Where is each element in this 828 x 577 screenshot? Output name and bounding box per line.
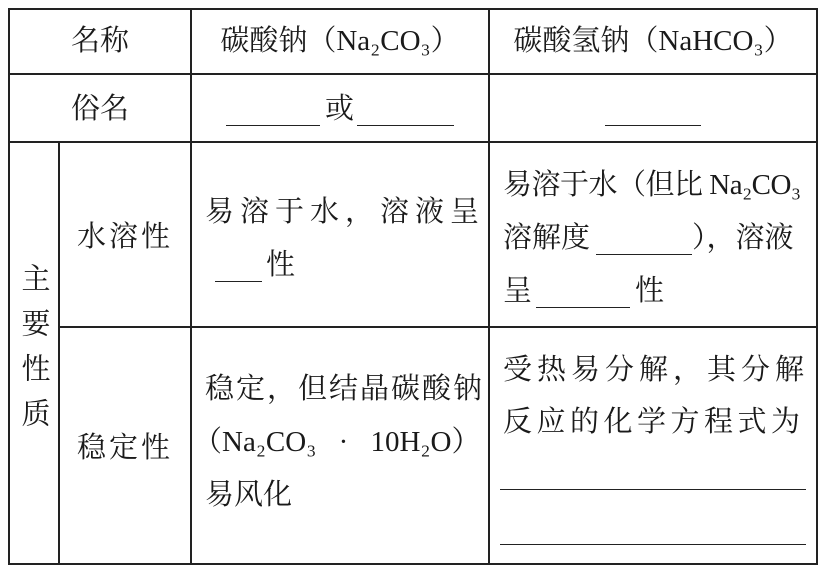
text-line: 反应的化学方程式为 [503,406,805,438]
text-line: 受热易分解，其分解 [503,354,810,386]
answer-blank [596,225,692,255]
text-line: 易溶于水，溶液呈 [205,196,486,228]
text-line: 易溶于水（但比 Na₂CO₃ [503,169,801,201]
solubility-nahco3 [490,143,818,328]
text-fragment: 溶解度 [503,222,591,254]
solubility-label-cell [60,143,192,328]
stability-nahco3 [490,328,818,565]
text-fragment: ），溶液 [692,222,794,254]
text-line: （Na₂CO₃ · 10H₂O） [193,426,481,458]
text-line: 易风化 [205,479,293,511]
text-fragment: 呈 [503,275,533,307]
stability-label: 稳定性 [76,432,173,464]
common-name-na2co3 [192,75,490,143]
solubility-label: 水溶性 [76,221,173,253]
answer-blank [226,96,320,126]
answer-blank [605,96,701,126]
header-nahco3: 碳酸氢钠（NaHCO₃） [490,10,818,75]
answer-blank [215,252,262,282]
stability-label-cell [60,328,192,565]
answer-line [500,448,806,490]
or-connector: 或 [324,93,354,125]
text-line [503,212,816,265]
answer-line [500,490,806,545]
properties-group-cell [10,143,60,565]
comparison-table [8,8,818,565]
answer-blank [536,278,630,308]
text-line [205,239,488,292]
header-name-label: 名称 [10,10,192,75]
header-na2co3: 碳酸钠（Na₂CO₃） [192,10,490,75]
text-line [503,265,816,318]
stability-na2co3 [192,328,490,565]
common-name-nahco3 [490,75,818,143]
text-fragment: 性 [266,249,296,281]
common-name-label: 俗名 [10,75,192,143]
solubility-na2co3 [192,143,490,328]
answer-blank [357,96,454,126]
text-line: 稳定，但结晶碳酸钠 [205,373,485,405]
text-fragment: 性 [635,275,665,307]
properties-group-label: 主要性质 [17,263,50,443]
